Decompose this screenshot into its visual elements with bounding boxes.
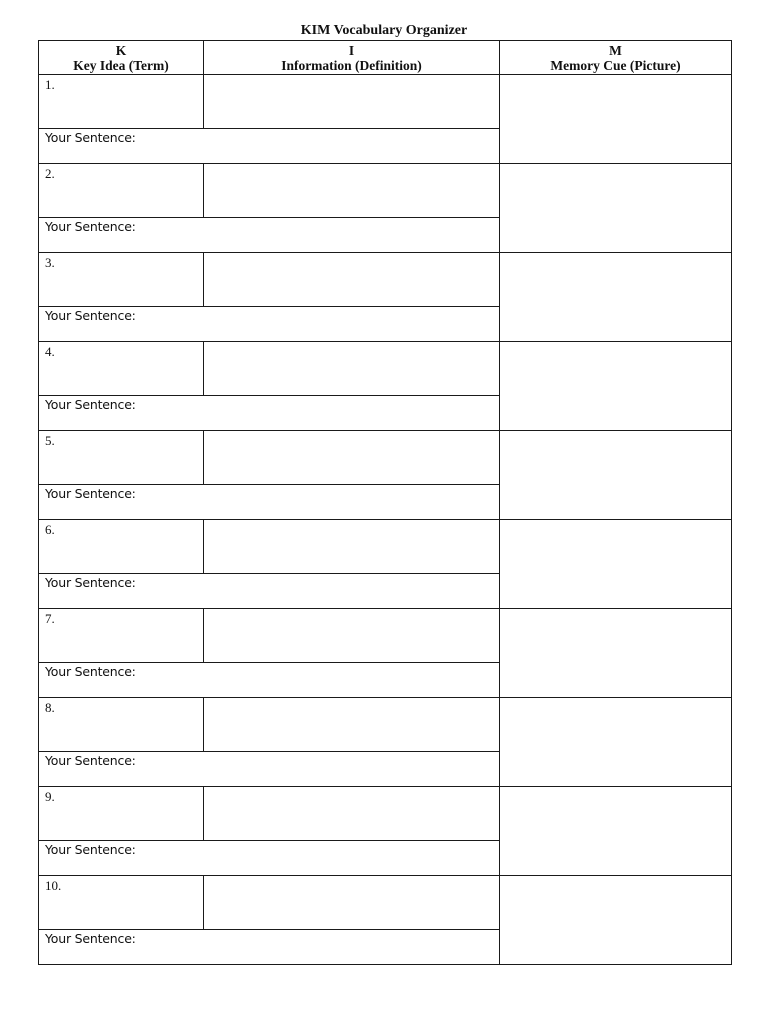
entry-term-row xyxy=(39,609,732,663)
definition-cell[interactable] xyxy=(204,698,500,752)
term-cell[interactable] xyxy=(39,342,204,396)
sentence-cell[interactable] xyxy=(39,396,500,431)
entry-term-row xyxy=(39,164,732,218)
term-cell[interactable] xyxy=(39,253,204,307)
sentence-label: Your Sentence: xyxy=(45,931,136,946)
sentence-label: Your Sentence: xyxy=(45,308,136,323)
sentence-label: Your Sentence: xyxy=(45,219,136,234)
document-title: KIM Vocabulary Organizer xyxy=(300,23,468,38)
sentence-label: Your Sentence: xyxy=(45,664,136,679)
memory-cue-cell[interactable] xyxy=(500,75,732,164)
entry-number: 4. xyxy=(45,344,55,359)
sentence-label: Your Sentence: xyxy=(45,397,136,412)
header-m xyxy=(500,41,732,75)
sentence-cell[interactable] xyxy=(39,218,500,253)
entry-term-row xyxy=(39,431,732,485)
sentence-cell[interactable] xyxy=(39,841,500,876)
entry-number: 2. xyxy=(45,166,55,181)
memory-cue-cell[interactable] xyxy=(500,520,732,609)
memory-cue-cell[interactable] xyxy=(500,431,732,520)
entry-number: 6. xyxy=(45,522,55,537)
entry-term-row xyxy=(39,520,732,574)
term-cell[interactable] xyxy=(39,787,204,841)
sentence-cell[interactable] xyxy=(39,129,500,164)
term-cell[interactable] xyxy=(39,431,204,485)
memory-cue-cell[interactable] xyxy=(500,164,732,253)
term-cell[interactable] xyxy=(39,520,204,574)
sentence-label: Your Sentence: xyxy=(45,575,136,590)
memory-cue-cell[interactable] xyxy=(500,253,732,342)
header-k xyxy=(39,41,204,75)
sentence-cell[interactable] xyxy=(39,930,500,965)
header-label-memory-cue: Memory Cue (Picture) xyxy=(550,57,681,73)
entry-number: 1. xyxy=(45,77,55,92)
entry-term-row xyxy=(39,876,732,930)
definition-cell[interactable] xyxy=(204,431,500,485)
sentence-label: Your Sentence: xyxy=(45,486,136,501)
entry-number: 3. xyxy=(45,255,55,270)
definition-cell[interactable] xyxy=(204,164,500,218)
definition-cell[interactable] xyxy=(204,609,500,663)
sentence-cell[interactable] xyxy=(39,307,500,342)
entry-number: 8. xyxy=(45,700,55,715)
sentence-label: Your Sentence: xyxy=(45,842,136,857)
entry-term-row xyxy=(39,342,732,396)
sentence-cell[interactable] xyxy=(39,574,500,609)
header-letter-k: K xyxy=(115,42,127,58)
definition-cell[interactable] xyxy=(204,787,500,841)
term-cell[interactable] xyxy=(39,698,204,752)
header-letter-i: I xyxy=(348,42,355,58)
sentence-label: Your Sentence: xyxy=(45,753,136,768)
definition-cell[interactable] xyxy=(204,520,500,574)
memory-cue-cell[interactable] xyxy=(500,876,732,965)
definition-cell[interactable] xyxy=(204,342,500,396)
entry-number: 5. xyxy=(45,433,55,448)
memory-cue-cell[interactable] xyxy=(500,342,732,431)
memory-cue-cell[interactable] xyxy=(500,787,732,876)
entry-term-row xyxy=(39,75,732,129)
entry-term-row xyxy=(39,698,732,752)
vocabulary-table xyxy=(38,40,732,965)
term-cell[interactable] xyxy=(39,609,204,663)
entry-number: 7. xyxy=(45,611,55,626)
memory-cue-cell[interactable] xyxy=(500,698,732,787)
header-i xyxy=(204,41,500,75)
entry-number: 10. xyxy=(45,878,62,893)
entry-number: 9. xyxy=(45,789,55,804)
term-cell[interactable] xyxy=(39,75,204,129)
definition-cell[interactable] xyxy=(204,876,500,930)
sentence-cell[interactable] xyxy=(39,663,500,698)
definition-cell[interactable] xyxy=(204,75,500,129)
definition-cell[interactable] xyxy=(204,253,500,307)
entry-term-row xyxy=(39,787,732,841)
term-cell[interactable] xyxy=(39,876,204,930)
entry-term-row xyxy=(39,253,732,307)
header-label-information: Information (Definition) xyxy=(281,57,422,73)
sentence-label: Your Sentence: xyxy=(45,130,136,145)
header-letter-m: M xyxy=(609,42,622,58)
sentence-cell[interactable] xyxy=(39,752,500,787)
memory-cue-cell[interactable] xyxy=(500,609,732,698)
term-cell[interactable] xyxy=(39,164,204,218)
header-label-key-idea: Key Idea (Term) xyxy=(73,57,169,73)
header-row xyxy=(39,41,732,75)
sentence-cell[interactable] xyxy=(39,485,500,520)
